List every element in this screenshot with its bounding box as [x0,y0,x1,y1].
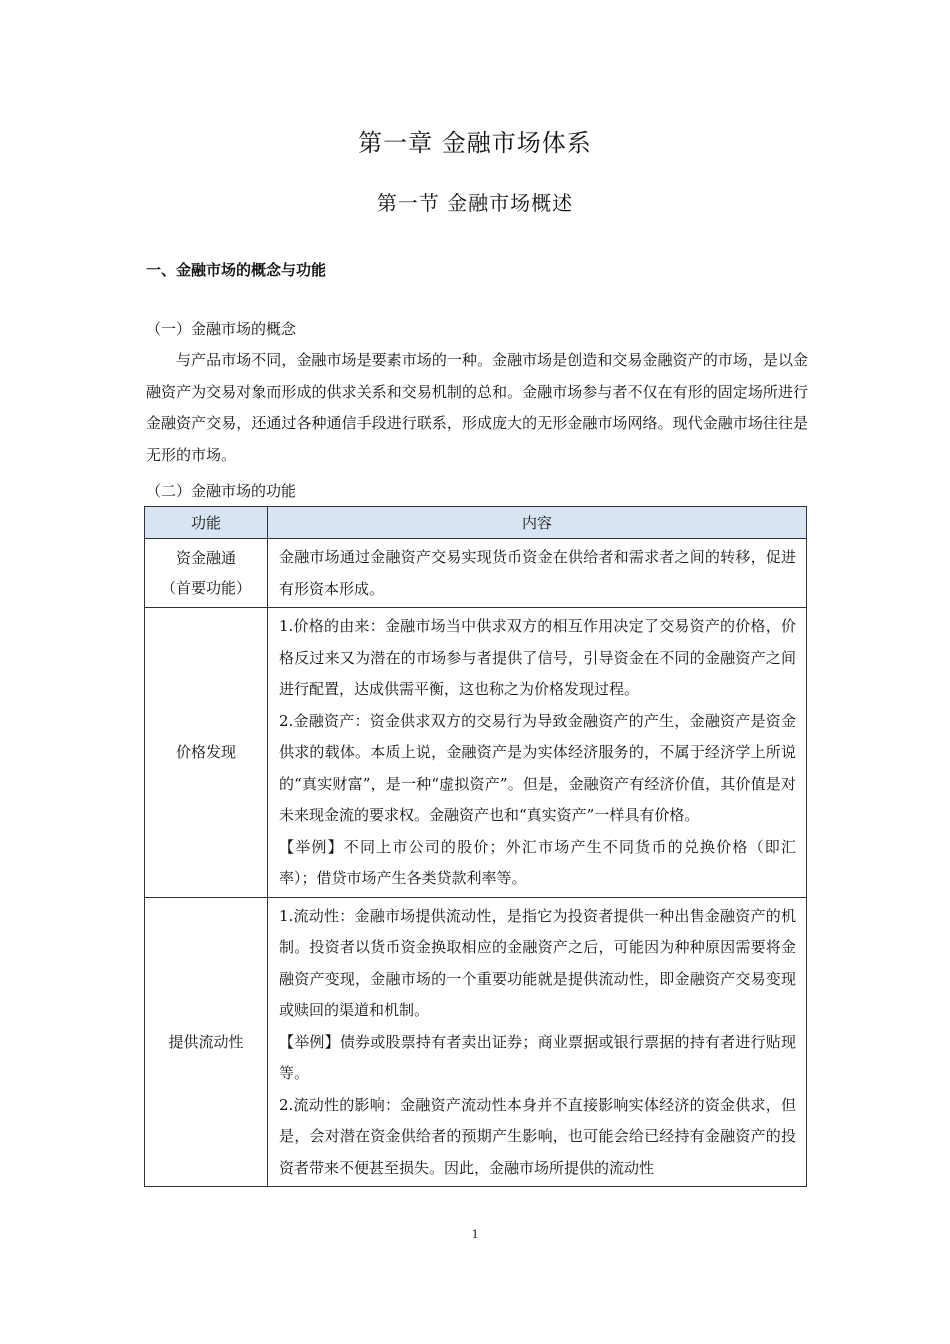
table-row [145,608,807,898]
content-paragraph: 2.金融资产：资金供求双方的交易行为导致金融资产的产生，金融资产是资金供求的载体。本质上说，金融资产是为实体经济服务的，不属于经济学上所说的“真实财富”，是一种“虚拟资产”。但是，金融资产有经济价值，其价值是对未来现金流的要求权。金融资产也和“真实资产”一样具有价格。 [279,711,796,824]
function-table [144,506,807,1187]
page-number: 1 [471,1226,479,1241]
chapter-title: 第一章 金融市场体系 [358,129,592,157]
heading-concept-and-function: 一、金融市场的概念与功能 [146,261,327,279]
function-name: 价格发现 [175,743,236,762]
table-row [145,897,807,1187]
table-row [145,539,807,608]
content-cell [268,608,807,898]
content-cell [268,897,807,1187]
content-example: 【举例】债券或股票持有者卖出证券；商业票据或银行票据的持有者进行贴现等。 [279,1032,796,1082]
function-cell [145,608,268,898]
function-name: 提供流动性 [168,1032,244,1051]
content-example: 【举例】不同上市公司的股价；外汇市场产生不同货币的兑换价格（即汇率）；借贷市场产生各类贷款利率等。 [279,837,796,887]
header-function: 功能 [145,507,268,539]
content-cell [268,539,807,608]
function-note: （首要功能） [160,579,251,597]
subheading-concept: （一）金融市场的概念 [146,320,297,338]
content-paragraph: 1.流动性：金融市场提供流动性，是指它为投资者提供一种出售金融资产的机制。投资者以货币资金换取相应的金融资产之后，可能因为种种原因需要将金融资产变现，金融市场的一个重要功能就是提供流动性，即金融资产交易变现或赎回的渠道和机制。 [279,906,796,1019]
header-content: 内容 [268,507,807,539]
table-header-row [145,507,807,539]
concept-paragraph: 与产品市场不同，金融市场是要素市场的一种。金融市场是创造和交易金融资产的市场，是以金融资产为交易对象而形成的供求关系和交易机制的总和。金融市场参与者不仅在有形的固定场所进行金融资产交易，还通过各种通信手段进行联系，形成庞大的无形金融市场网络。现代金融市场往往是无形的市场。 [146,351,808,464]
function-cell [145,539,268,608]
function-name: 资金融通 [175,549,236,567]
subheading-function: （二）金融市场的功能 [146,482,297,500]
content-paragraph: 2.流动性的影响：金融资产流动性本身并不直接影响实体经济的资金供求，但是，会对潜在资金供给者的预期产生影响，也可能会给已经持有金融资产的投资者带来不便甚至损失。因此，金融市场所提供的流动性 [279,1095,796,1177]
content-paragraph: 1.价格的由来：金融市场当中供求双方的相互作用决定了交易资产的价格，价格反过来又为潜在的市场参与者提供了信号，引导资金在不同的金融资产之间进行配置，达成供需平衡，这也称之为价格发现过程。 [279,617,796,698]
section-title: 第一节 金融市场概述 [376,191,574,215]
function-cell [145,897,268,1187]
content-paragraph: 金融市场通过金融资产交易实现货币资金在供给者和需求者之间的转移，促进有形资本形成。 [279,548,796,598]
